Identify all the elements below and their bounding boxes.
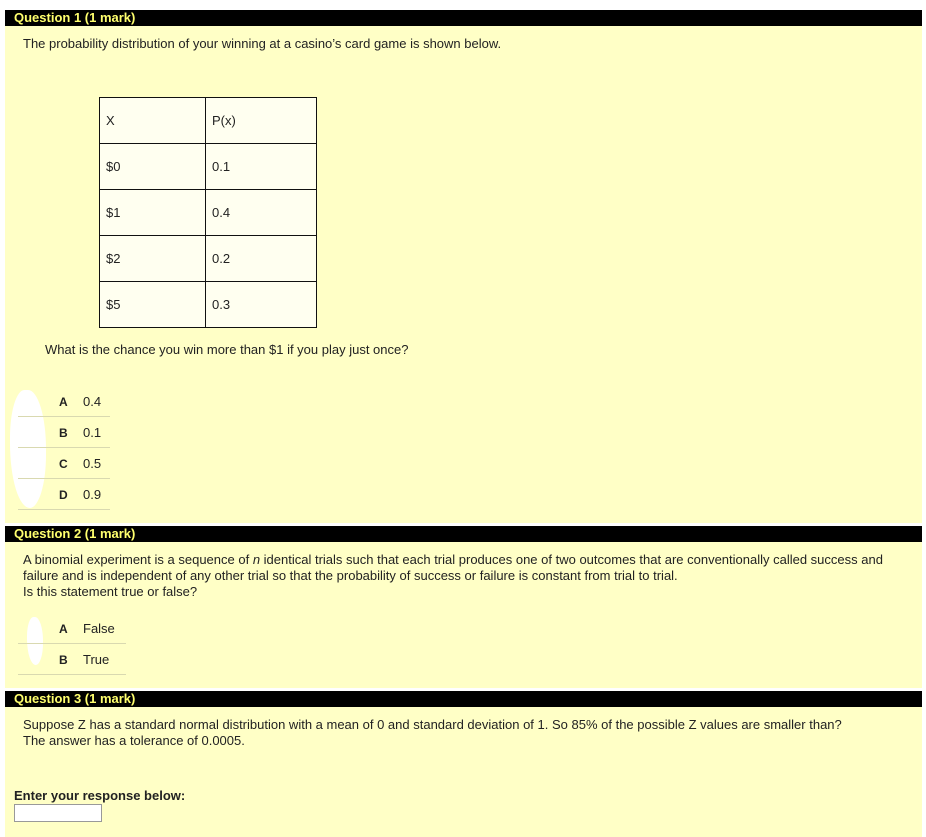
option-value: 0.4: [83, 394, 102, 409]
table-header-x: X: [100, 98, 206, 144]
response-input[interactable]: [14, 804, 102, 822]
option-value: True: [83, 652, 110, 667]
question-1-option-a[interactable]: [18, 386, 110, 417]
question-1-intro: The probability distribution of your winning at a casino’s card game is shown below.: [23, 36, 502, 51]
question-2-text: [23, 552, 903, 600]
table-cell: 0.4: [206, 190, 317, 236]
table-cell: 0.1: [206, 144, 317, 190]
table-header-row: [100, 98, 317, 144]
response-label: Enter your response below:: [14, 788, 186, 803]
probability-table: [99, 97, 317, 328]
question-2-option-b[interactable]: [18, 644, 126, 675]
question-1-option-d[interactable]: [18, 479, 110, 510]
question-3-tolerance: The answer has a tolerance of 0.0005.: [23, 733, 245, 748]
option-letter: C: [59, 457, 68, 471]
question-2-n: n: [252, 552, 261, 567]
question-3-prompt: Suppose Z has a standard normal distribution with a mean of 0 and standard deviation of 1. So 85% of the possible Z values are smaller than?: [23, 717, 842, 732]
table-row: [100, 282, 317, 328]
question-2-text-part: identical trials such that each trial produces one of two outcomes that are conventionally called success and failure and is independent of any other trial so that the probability of success or failure is constant from trial to trial.: [23, 552, 883, 583]
question-3-text: [23, 717, 903, 749]
table-cell: $0: [100, 144, 206, 190]
option-letter: B: [59, 426, 68, 440]
table-row: [100, 144, 317, 190]
option-value: False: [83, 621, 115, 636]
table-cell: $1: [100, 190, 206, 236]
table-cell: 0.2: [206, 236, 317, 282]
option-value: 0.5: [83, 456, 102, 471]
option-letter: D: [59, 488, 68, 502]
question-1-option-c[interactable]: [18, 448, 110, 479]
question-1-prompt: What is the chance you win more than $1 if you play just once?: [45, 342, 409, 357]
table-row: [100, 236, 317, 282]
question-1-header: Question 1 (1 mark): [5, 10, 922, 26]
option-letter: A: [59, 622, 68, 636]
table-row: [100, 190, 317, 236]
option-value: 0.1: [83, 425, 102, 440]
table-cell: 0.3: [206, 282, 317, 328]
question-2-option-a[interactable]: [18, 613, 126, 644]
option-value: 0.9: [83, 487, 102, 502]
option-letter: B: [59, 653, 68, 667]
option-letter: A: [59, 395, 68, 409]
table-cell: $5: [100, 282, 206, 328]
question-3-header: Question 3 (1 mark): [5, 691, 922, 707]
question-1-option-b[interactable]: [18, 417, 110, 448]
question-2-header: Question 2 (1 mark): [5, 526, 922, 542]
question-2-text-part: A binomial experiment is a sequence of: [23, 552, 253, 567]
table-header-px: P(x): [206, 98, 317, 144]
question-2-prompt: Is this statement true or false?: [23, 584, 198, 599]
table-cell: $2: [100, 236, 206, 282]
